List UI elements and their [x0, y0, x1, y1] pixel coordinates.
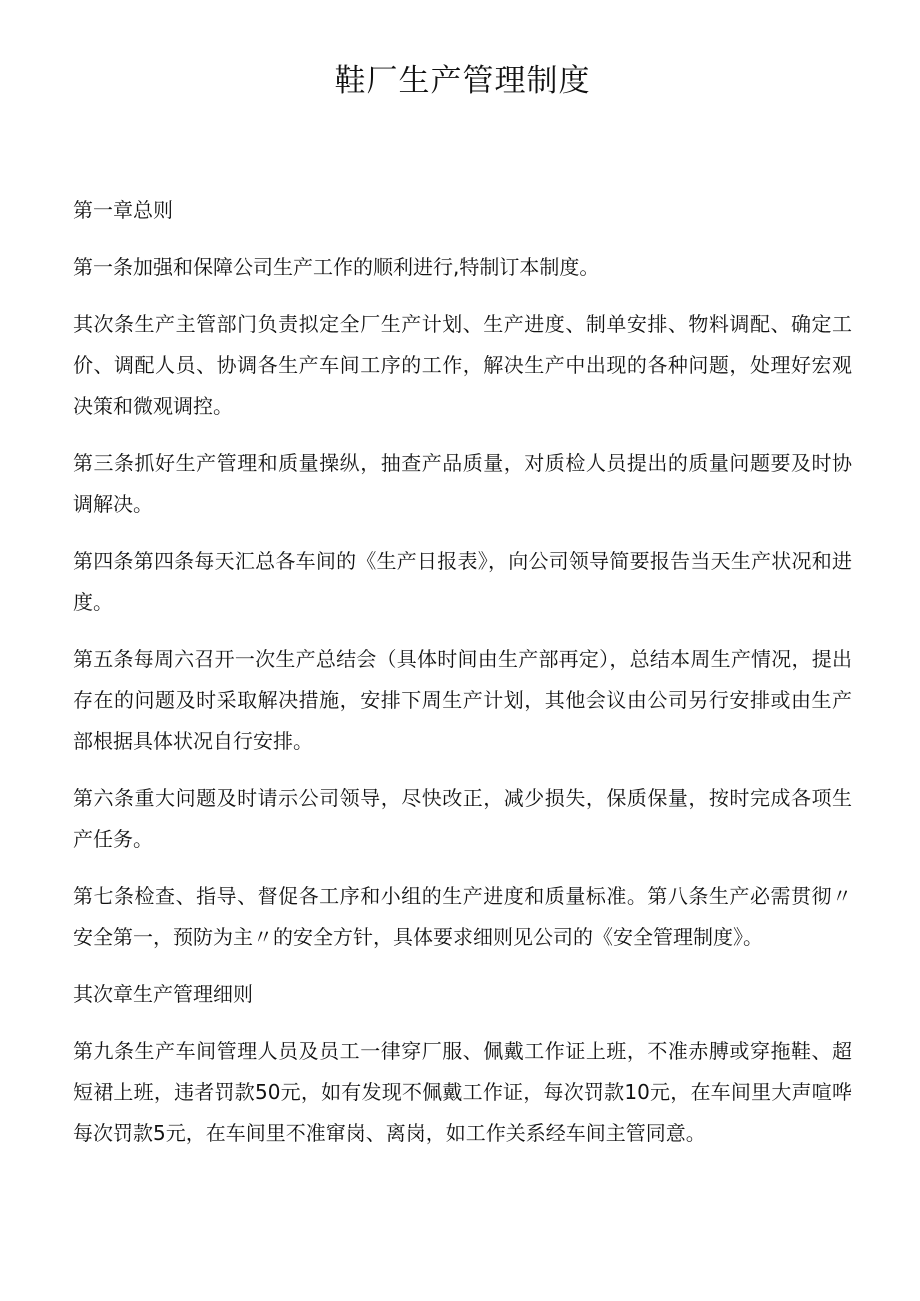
document-title: 鞋厂生产管理制度 — [334, 63, 591, 99]
article-paragraph: 第九条生产车间管理人员及员工一律穿厂服、佩戴工作证上班，不准赤膊或穿拖鞋、超短裙上班，违者罚款50元，如有发现不佩戴工作证，每次罚款10元，在车间里大声喧哗每次罚款5元，在车间里不准窜岗、离岗，如工作关系经车间主管同意。 — [73, 1039, 852, 1145]
article-paragraph: 第七条检查、指导、督促各工序和小组的生产进度和质量标准。第八条生产必需贯彻〃安全第一，预防为主〃的安全方针，具体要求细则见公司的《安全管理制度》。 — [73, 884, 852, 949]
article-paragraph: 第五条每周六召开一次生产总结会（具体时间由生产部再定），总结本周生产情况，提出存在的问题及时采取解决措施，安排下周生产计划，其他会议由公司另行安排或由生产部根据具体状况自行安排。 — [73, 647, 852, 753]
article-paragraph: 第一条加强和保障公司生产工作的顺利进行,特制订本制度。 — [73, 255, 600, 279]
article-paragraph: 第三条抓好生产管理和质量操纵，抽查产品质量，对质检人员提出的质量问题要及时协调解决。 — [73, 451, 852, 516]
article-paragraph: 第六条重大问题及时请示公司领导，尽快改正，减少损失，保质保量，按时完成各项生产任务。 — [73, 786, 852, 851]
article-paragraph: 其次条生产主管部门负责拟定全厂生产计划、生产进度、制单安排、物料调配、确定工价、调配人员、协调各生产车间工序的工作，解决生产中出现的各种问题，处理好宏观决策和微观调控。 — [73, 312, 852, 418]
chapter-heading: 第一章总则 — [73, 198, 173, 222]
chapter-heading: 其次章生产管理细则 — [73, 982, 253, 1006]
article-paragraph: 第四条第四条每天汇总各车间的《生产日报表》，向公司领导简要报告当天生产状况和进度。 — [73, 549, 852, 614]
document-body — [73, 190, 852, 1154]
